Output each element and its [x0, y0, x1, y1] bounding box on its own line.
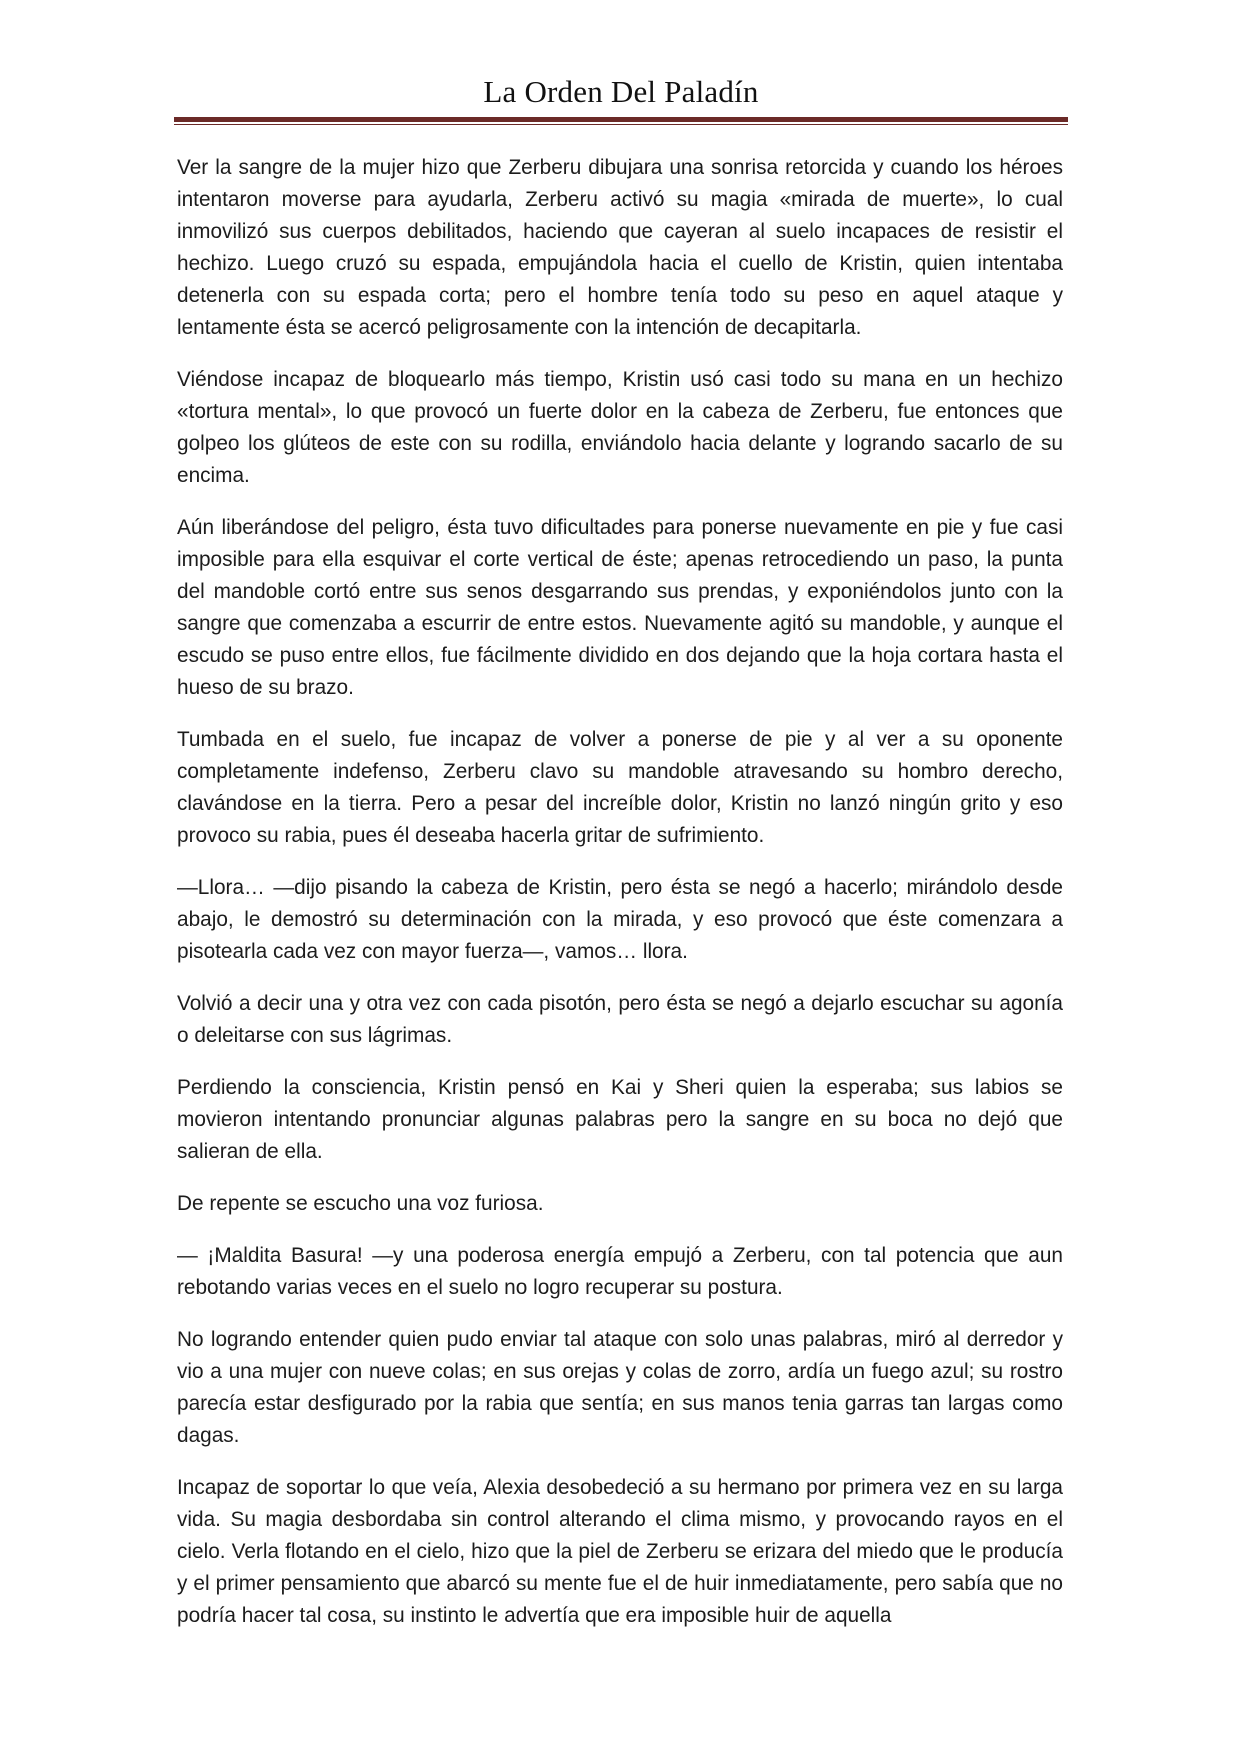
book-title: La Orden Del Paladín	[483, 74, 759, 109]
paragraph: Tumbada en el suelo, fue incapaz de volver a ponerse de pie y al ver a su oponente completamente indefenso, Zerberu clavo su mandoble atravesando su hombro derecho, clavándose en la tierra. Pero a pesar del increíble dolor, Kristin no lanzó ningún grito y eso provoco su rabia, pues él deseaba hacerla gritar de sufrimiento.	[177, 728, 1063, 847]
header-rule-thick	[174, 117, 1068, 122]
paragraph: Incapaz de soportar lo que veía, Alexia desobedeció a su hermano por primera vez en su larga vida. Su magia desbordaba sin control alterando el clima mismo, y provocando rayos en el cielo. Verla flotando en el cielo, hizo que la piel de Zerberu se erizara del miedo que le producía y el primer pensamiento que abarcó su mente fue el de huir inmediatamente, pero sabía que no podría hacer tal cosa, su instinto le advertía que era imposible huir de aquella	[177, 1476, 1063, 1627]
paragraph: Volvió a decir una y otra vez con cada pisotón, pero ésta se negó a dejarlo escuchar su agonía o deleitarse con sus lágrimas.	[177, 992, 1063, 1047]
body-text	[177, 152, 1063, 1627]
page-header	[174, 72, 1068, 112]
paragraph: No logrando entender quien pudo enviar tal ataque con solo unas palabras, miró al derredor y vio a una mujer con nueve colas; en sus orejas y colas de zorro, ardía un fuego azul; su rostro parecía estar desfigurado por la rabia que sentía; en sus manos tenia garras tan largas como dagas.	[177, 1328, 1063, 1447]
header-rule-thin	[174, 124, 1068, 125]
paragraph: Ver la sangre de la mujer hizo que Zerberu dibujara una sonrisa retorcida y cuando los héroes intentaron moverse para ayudarla, Zerberu activó su magia «mirada de muerte», lo cual inmovilizó sus cuerpos debilitados, haciendo que cayeran al suelo incapaces de resistir el hechizo. Luego cruzó su espada, empujándola hacia el cuello de Kristin, quien intentaba detenerla con su espada corta; pero el hombre tenía todo su peso en aquel ataque y lentamente ésta se acercó peligrosamente con la intención de decapitarla.	[177, 156, 1063, 339]
paragraph: Perdiendo la consciencia, Kristin pensó en Kai y Sheri quien la esperaba; sus labios se movieron intentando pronunciar algunas palabras pero la sangre en su boca no dejó que salieran de ella.	[177, 1076, 1063, 1163]
paragraph: De repente se escucho una voz furiosa.	[177, 1192, 544, 1215]
paragraph: Aún liberándose del peligro, ésta tuvo dificultades para ponerse nuevamente en pie y fue casi imposible para ella esquivar el corte vertical de éste; apenas retrocediendo un paso, la punta del mandoble cortó entre sus senos desgarrando sus prendas, y exponiéndolos junto con la sangre que comenzaba a escurrir de entre estos. Nuevamente agitó su mandoble, y aunque el escudo se puso entre ellos, fue fácilmente dividido en dos dejando que la hoja cortara hasta el hueso de su brazo.	[177, 516, 1063, 699]
paragraph: — ¡Maldita Basura! —y una poderosa energía empujó a Zerberu, con tal potencia que aun rebotando varias veces en el suelo no logro recuperar su postura.	[177, 1244, 1063, 1299]
paragraph: Viéndose incapaz de bloquearlo más tiempo, Kristin usó casi todo su mana en un hechizo «tortura mental», lo que provocó un fuerte dolor en la cabeza de Zerberu, fue entonces que golpeo los glúteos de este con su rodilla, enviándolo hacia delante y logrando sacarlo de su encima.	[177, 368, 1063, 487]
paragraph: —Llora… —dijo pisando la cabeza de Kristin, pero ésta se negó a hacerlo; mirándolo desde abajo, le demostró su determinación con la mirada, y eso provocó que éste comenzara a pisotearla cada vez con mayor fuerza—, vamos… llora.	[177, 876, 1063, 963]
